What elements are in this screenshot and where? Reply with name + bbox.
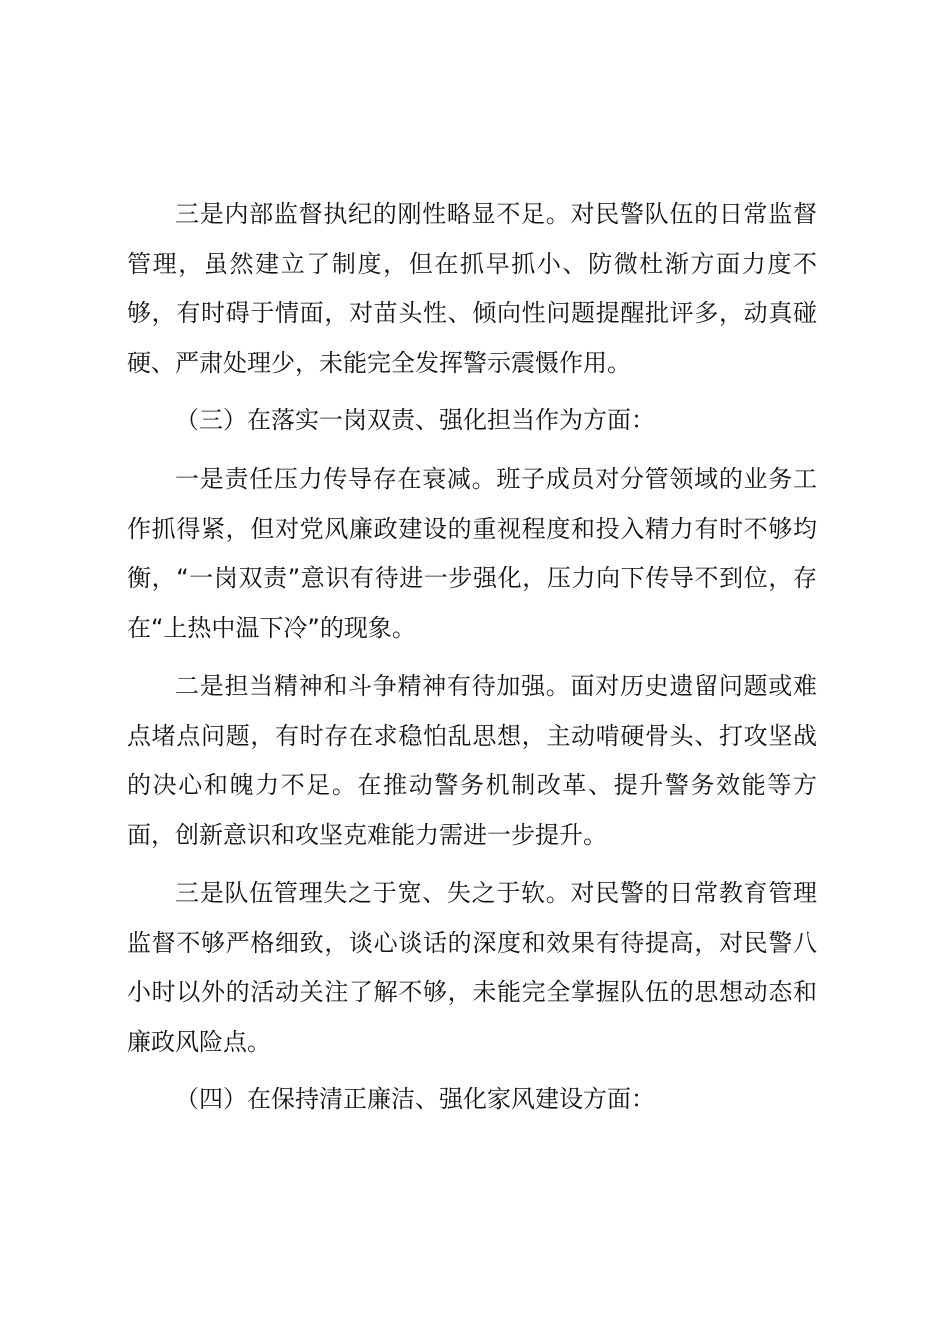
paragraph-team-management: 三是队伍管理失之于宽、失之于软。对民警的日常教育管理监督不够严格细致，谈心谈话的深度和效果有待提高，对民警八小时以外的活动关注了解不够，未能完全掌握队伍的思想动态和廉政风险点。	[127, 879, 817, 1056]
paragraph-responsibility-spirit: 二是担当精神和斗争精神有待加强。面对历史遗留问题或难点堵点问题，有时存在求稳怕乱思想，主动啃硬骨头、打攻坚战的决心和魄力不足。在推动警务机制改革、提升警务效能等方面，创新意识和攻坚克难能力需进一步提升。	[127, 672, 817, 849]
paragraph-internal-supervision: 三是内部监督执纪的刚性略显不足。对民警队伍的日常监督管理，虽然建立了制度，但在抓早抓小、防微杜渐方面力度不够，有时碍于情面，对苗头性、倾向性问题提醒批评多，动真碰硬、严肃处理少，未能完全发挥警示震慑作用。	[127, 200, 817, 377]
section-heading-3: （三）在落实一岗双责、强化担当作为方面：	[175, 406, 655, 434]
section-heading-4: （四）在保持清正廉洁、强化家风建设方面：	[175, 1085, 655, 1113]
paragraph-responsibility-pressure: 一是责任压力传导存在衰减。班子成员对分管领域的业务工作抓得紧，但对党风廉政建设的重视程度和投入精力有时不够均衡，“一岗双责”意识有待进一步强化，压力向下传导不到位，存在“上热中温下冷”的现象。	[127, 465, 817, 642]
